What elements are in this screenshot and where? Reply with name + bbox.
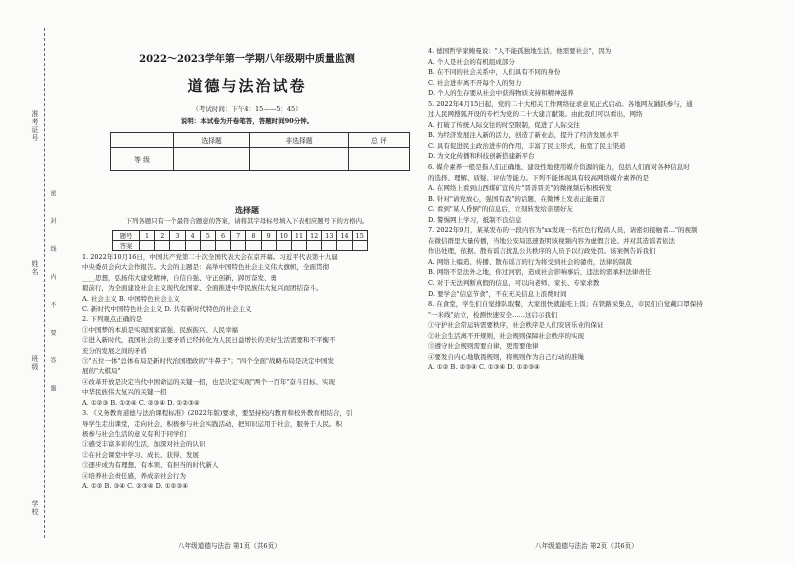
- answer-cell[interactable]: [352, 241, 367, 251]
- question-line: ①中国梦的本质是实现国家富强、民族振兴、人民幸福: [82, 325, 238, 334]
- school-label: 学校: [31, 500, 39, 516]
- question-line: 毅前行，为全面建设社会主义现代化国家、全面推进中华民族伟大复兴而团结奋斗。: [82, 284, 323, 293]
- answer-cell[interactable]: [337, 241, 352, 251]
- question-line: ④培养社会责任感，养成亲社会行为: [82, 471, 186, 480]
- answer-cell[interactable]: [231, 241, 246, 251]
- section-instruction: 下列各题只有一个最符合题意的答案，请将其字母标号填入下表相应题号下的方格内。: [125, 217, 369, 225]
- seal-warning: 密 封 线 内 不 要 答 题: [49, 190, 56, 402]
- answer-cell[interactable]: [140, 241, 155, 251]
- answer-cell[interactable]: [261, 241, 276, 251]
- score-cell-nonchoice[interactable]: [250, 148, 348, 171]
- question-line: ____思想，弘扬伟大建党精神，自信自强、守正创新，踔厉奋发、勇: [82, 273, 277, 282]
- answer-number: 14: [337, 231, 352, 241]
- score-cell-choice[interactable]: [174, 148, 250, 171]
- question-line: C. 看到"某人昏倒"的信息后，立刻转发给亲朋好友: [428, 205, 573, 214]
- name-label: 姓名: [31, 260, 39, 276]
- answer-number: 8: [246, 231, 261, 241]
- section-title: 选择题: [235, 205, 259, 215]
- term-title: 2022～2023学年第一学期八年级期中质量监测: [139, 54, 355, 65]
- question-line: 1. 2022年10月16日，中国共产党第二十次全国代表大会在京开幕。习近平代表第十九届: [82, 253, 338, 261]
- question-line: C. 具有促进民主政治进步的作用，丰富了民主形式，拓宽了民主渠道: [428, 141, 626, 150]
- answer-cell[interactable]: [276, 241, 291, 251]
- question-line: "一米线"站立，检测快速安全……这启示我们: [428, 310, 558, 319]
- answer-cell[interactable]: [215, 241, 230, 251]
- footer-right: 八年级道德与法治 第2页（共6页）: [535, 542, 638, 550]
- answer-row-number-label: 题号: [113, 231, 140, 241]
- answer-number: 5: [200, 231, 215, 241]
- question-line: ③"五位一体"总体布局是新时代治国理政的"牛鼻子"；"四个全面"战略布局是决定中国发: [82, 357, 334, 366]
- answer-number: 2: [155, 231, 170, 241]
- answer-cell[interactable]: [155, 241, 170, 251]
- question-line: ①感受丰富多彩的生活，加深对社会的认识: [82, 440, 206, 449]
- exam-no-label: 准考证号: [31, 110, 39, 142]
- question-line: A. 网络上编造、传播、散布谣言的行为将受到社会的谴责，法律的制裁: [428, 257, 632, 266]
- question-line: C. 社会进步离不开每个人的努力: [428, 78, 522, 87]
- answer-number: 4: [185, 231, 200, 241]
- question-line: C. 对于无法判断真假的信息，可以向老师、家长、专家求教: [428, 279, 600, 288]
- answer-number: 9: [261, 231, 276, 241]
- answer-cell[interactable]: [322, 241, 337, 251]
- answer-number: 11: [291, 231, 306, 241]
- question-line: D. 要学会"信息节食"，不在无关信息上浪费时间: [428, 289, 567, 298]
- question-line: 2. 下列观点正确的是: [82, 315, 143, 324]
- question-line: B. 为经济发展注入新的活力，创造了新业态，提升了经济发展水平: [428, 131, 619, 140]
- question-line: 6. 媒介素养一般是指人们正确地、建设性地使用媒介资源的能力，包括人们面对各种信息时: [428, 163, 690, 172]
- question-line: ④改革开放是决定当代中国命运的关键一招，也是决定实现"两个一百年"奋斗目标、实现: [82, 377, 335, 386]
- score-header-total: 总 评: [348, 133, 409, 148]
- question-line: A. 在网络上看到山西煤矿宣传片"晋善晋美"的微视频后积极转发: [428, 184, 612, 193]
- answer-number: 1: [140, 231, 155, 241]
- question-line: 8. 在食堂，学生们自觉排队取餐，大家很快就能吃上饭；在铁路采集点，市民们自觉戴口罩保持: [428, 300, 703, 309]
- question-line: 极参与社会生活的意义有利于同学们: [82, 429, 186, 438]
- class-label: 班级: [31, 355, 39, 371]
- score-header-nonchoice: 非选择题: [250, 133, 348, 148]
- answer-cell[interactable]: [291, 241, 306, 251]
- question-line: ②社会生活离不开规则，社会规则保障社会秩序的实现: [428, 331, 584, 340]
- question-line: 3. 《义务教育道德与法治课程标准》(2022年版)要求，要坚持校内教育和校外教育相结合，引: [82, 409, 353, 418]
- score-header-choice: 选择题: [174, 133, 250, 148]
- answer-number: 6: [215, 231, 230, 241]
- question-line: A. ①② B. ③④ C. ②③④ D. ①②③④: [82, 481, 189, 490]
- question-line: C. 新时代中国特色社会主义 D. 共有新时代特色的社会主义: [82, 305, 252, 314]
- question-line: B. 在不同的社会关系中，人们具有不同的身份: [428, 68, 561, 77]
- question-line: A. 社会主义 B. 中国特色社会主义: [82, 294, 180, 303]
- question-line: 中央委员会向大会作报告。大会的主题是：高举中国特色社会主义伟大旗帜，全面贯彻: [82, 263, 329, 272]
- question-line: D. 警惕网上学习，抵制不良信息: [428, 215, 522, 224]
- answer-cell[interactable]: [307, 241, 322, 251]
- right-question-column: [428, 46, 780, 373]
- question-line: 作出处理，依据、散布谣言扰乱公共秩序的人员予以行政处罚。该案例告诉我们: [428, 247, 656, 256]
- question-line: ②在社会课堂中学习、成长、获得、发展: [82, 450, 199, 459]
- answer-cell[interactable]: [200, 241, 215, 251]
- question-line: 中华民族伟大复兴的关键一招: [82, 388, 167, 397]
- paper-title: 道德与法治试卷: [187, 77, 307, 95]
- seal-line: [44, 28, 45, 538]
- score-header-empty: [111, 133, 174, 148]
- answer-table: [112, 230, 368, 251]
- score-cell-total[interactable]: [348, 148, 409, 171]
- score-row-label: 等 级: [111, 148, 174, 171]
- question-line: ③遵守社会规则需要自律，更需要他律: [428, 342, 539, 351]
- question-line: 展的"大棋局": [82, 367, 121, 376]
- answer-number: 10: [276, 231, 291, 241]
- left-question-column: [82, 252, 412, 491]
- answer-cell[interactable]: [185, 241, 200, 251]
- exam-note: 说明：本试卷为开卷笔答，答题时间90分钟。: [180, 117, 314, 125]
- binding-margin: [0, 0, 62, 564]
- answer-number: 13: [322, 231, 337, 241]
- answer-cell[interactable]: [246, 241, 261, 251]
- question-line: B. 针对"请党放心，强国有我"的话题，在微博上发表正能量言: [428, 194, 606, 203]
- question-line: ④要发自内心地敬畏规则，将规则作为自己行动的准绳: [428, 352, 584, 361]
- question-line: ②进入新时代，我国社会的主要矛盾已经转化为人民日益增长的美好生活需要和不平衡不: [82, 336, 336, 345]
- question-line: 5. 2022年4月15日起，党的二十大相关工作网络征求意见正式启动。各地网友踊跃参与，通: [428, 99, 693, 108]
- answer-number: 7: [231, 231, 246, 241]
- question-line: 的选择、理解、质疑、评估等能力。下列不能体现具有较高网络媒介素养的是: [428, 173, 649, 182]
- question-line: D. 个人的生存要从社会中获得物质支持和精神滋养: [428, 89, 574, 98]
- question-line: 7. 2022年9月，某某发布的一段内容为"xx发现一名红色行程码人员，请密切接触者..."的视频: [428, 226, 698, 235]
- question-line: 过人民网搜狐开设的专栏为党的二十大建言献策。由此我们可以看出，网络: [428, 110, 643, 119]
- question-line: A. 打破了传统人际交往的时空限制，促进了人际交往: [428, 120, 580, 129]
- question-line: A. ①② B. ②③④ C. ①③④ D. ①②③④: [428, 363, 540, 372]
- question-line: D. 为文化传播和科技创新搭建新平台: [428, 152, 535, 161]
- question-line: A. ①②③ B. ①②④ C. ②③④ D. ①②③④: [82, 398, 200, 407]
- question-line: B. 网络不是法外之地，你过河宿，造成社会影响事后，违法的需承担法律责任: [428, 268, 652, 277]
- exam-time: （考试时间：下午4：15——5：45）: [192, 105, 302, 113]
- answer-number: 12: [307, 231, 322, 241]
- answer-cell[interactable]: [170, 241, 185, 251]
- question-line: ③逐步成为有理想、有本领、有担当的时代新人: [82, 461, 219, 470]
- question-line: 4. 德国哲学家鲍曼说："人不能孤独地生活，他需要社会"，因为: [428, 47, 612, 55]
- question-line: 导学生走出课堂，走向社会，积极参与社会实践活动，把知识运用于社会，服务于人民。积: [82, 419, 342, 428]
- answer-number: 15: [352, 231, 367, 241]
- question-line: ①守护社会常运转需要秩序，社会秩序是人们安居乐业的保证: [428, 321, 604, 330]
- footer-left: 八年级道德与法治 第1页（共6页）: [178, 542, 281, 550]
- question-line: 在微信群里大量传播，当地公安局迅速查明该视频内容为虚假言论。并对其造谣者依法: [428, 236, 675, 245]
- question-line: 充分的发展之间的矛盾: [82, 346, 147, 355]
- question-line: A. 个人是社会的有机组成部分: [428, 57, 515, 66]
- answer-number: 3: [170, 231, 185, 241]
- score-table: [110, 132, 410, 171]
- answer-row-answer-label: 答案: [113, 241, 140, 251]
